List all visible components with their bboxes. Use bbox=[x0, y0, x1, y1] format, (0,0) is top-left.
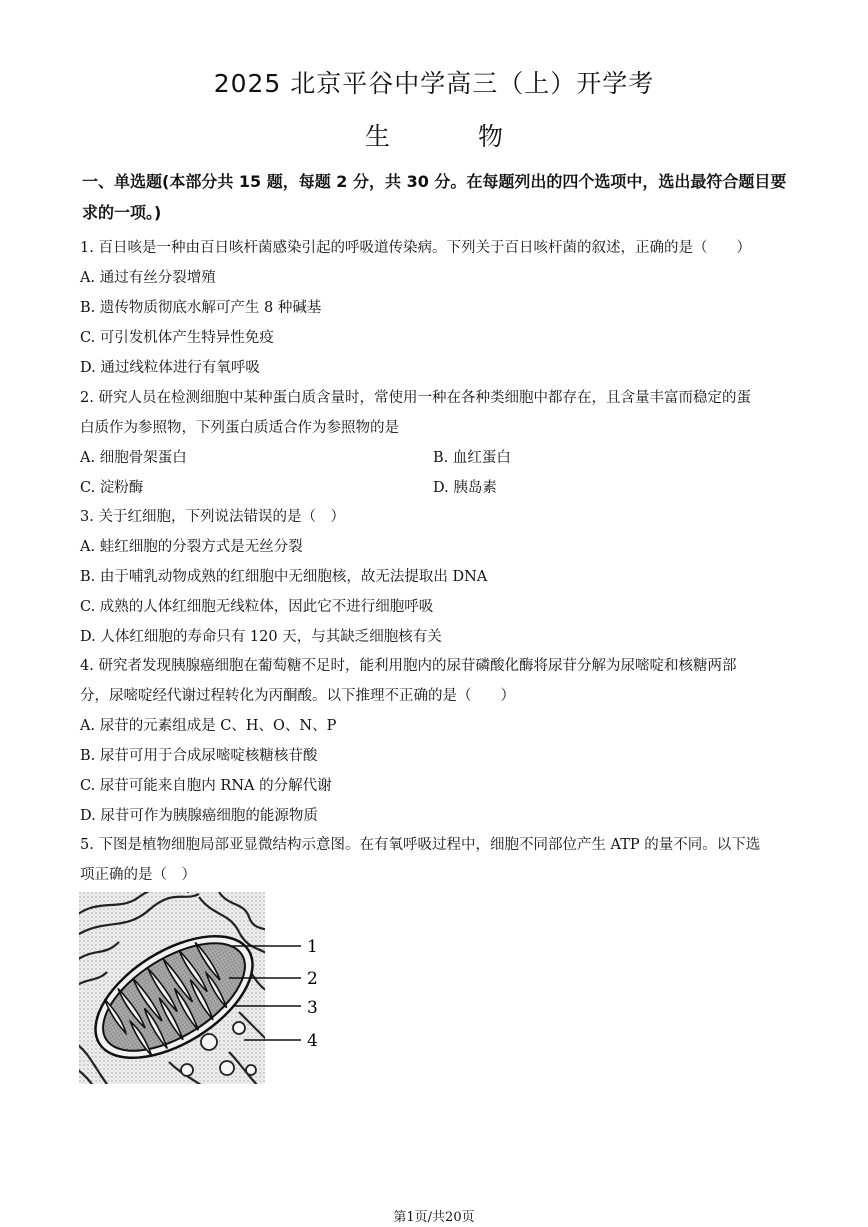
question-3-option-b: B. 由于哺乳动物成熟的红细胞中无细胞核，故无法提取出 DNA bbox=[80, 569, 488, 585]
question-5-stem-line-1: 5. 下图是植物细胞局部亚显微结构示意图。在有氧呼吸过程中，细胞不同部位产生 ATP 的量不同。以下选 bbox=[80, 837, 761, 853]
question-2-stem-line-2: 白质作为参照物，下列蛋白质适合作为参照物的是 bbox=[80, 420, 399, 436]
diagram-label-1: 1 bbox=[307, 937, 318, 957]
question-1-stem: 1. 百日咳是一种由百日咳杆菌感染引起的呼吸道传染病。下列关于百日咳杆菌的叙述，正确的是（ ） bbox=[80, 240, 751, 256]
question-3-option-a: A. 蛙红细胞的分裂方式是无丝分裂 bbox=[80, 539, 303, 555]
question-4-option-c: C. 尿苷可能来自胞内 RNA 的分解代谢 bbox=[80, 778, 332, 794]
question-2-option-a: A. 细胞骨架蛋白 bbox=[80, 450, 187, 466]
diagram-label-2: 2 bbox=[307, 969, 318, 989]
question-2-stem-line-1: 2. 研究人员在检测细胞中某种蛋白质含量时，常使用一种在各种类细胞中都存在，且含量丰富而稳定的蛋 bbox=[80, 390, 751, 406]
question-1-option-d: D. 通过线粒体进行有氧呼吸 bbox=[80, 360, 260, 376]
question-4-option-d: D. 尿苷可作为胰腺癌细胞的能源物质 bbox=[80, 808, 318, 824]
diagram-label-4: 4 bbox=[307, 1031, 318, 1051]
page-footer: 第1页/共20页 bbox=[393, 1210, 475, 1225]
question-1-option-b: B. 遗传物质彻底水解可产生 8 种碱基 bbox=[80, 300, 322, 316]
section-heading: 一、单选题(本部分共 15 题，每题 2 分，共 30 分。在每题列出的四个选项中，选出最符合题目要求的一项。) bbox=[82, 172, 787, 222]
question-4-option-b: B. 尿苷可用于合成尿嘧啶核糖核苷酸 bbox=[80, 748, 318, 764]
question-4-option-a: A. 尿苷的元素组成是 C、H、O、N、P bbox=[80, 718, 337, 734]
question-4-stem-line-1: 4. 研究者发现胰腺癌细胞在葡萄糖不足时，能利用胞内的尿苷磷酸化酶将尿苷分解为尿嘧啶和核糖两部 bbox=[80, 658, 737, 674]
question-5-stem-line-2: 项正确的是（ ） bbox=[80, 867, 196, 883]
question-2-option-c: C. 淀粉酶 bbox=[80, 480, 144, 496]
question-3-stem: 3. 关于红细胞，下列说法错误的是（ ） bbox=[80, 509, 345, 525]
question-2-option-b: B. 血红蛋白 bbox=[433, 450, 511, 466]
question-2-option-d: D. 胰岛素 bbox=[433, 480, 497, 496]
mitochondrion-diagram bbox=[79, 892, 329, 1087]
question-4-stem-line-2: 分，尿嘧啶经代谢过程转化为丙酮酸。以下推理不正确的是（ ） bbox=[80, 688, 515, 704]
page-title: 2025 北京平谷中学高三（上）开学考 bbox=[213, 69, 655, 98]
question-3-option-c: C. 成熟的人体红细胞无线粒体，因此它不进行细胞呼吸 bbox=[80, 599, 434, 615]
diagram-label-3: 3 bbox=[307, 998, 318, 1018]
subject-title: 生 物 bbox=[365, 122, 543, 151]
question-3-option-d: D. 人体红细胞的寿命只有 120 天，与其缺乏细胞核有关 bbox=[80, 629, 442, 645]
question-1-option-c: C. 可引发机体产生特异性免疫 bbox=[80, 330, 274, 346]
question-1-option-a: A. 通过有丝分裂增殖 bbox=[80, 270, 216, 286]
